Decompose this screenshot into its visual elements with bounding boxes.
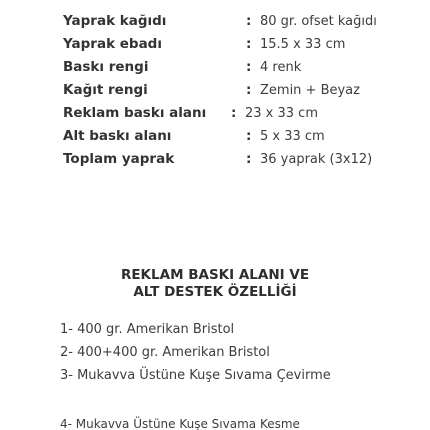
spec-label: Toplam yaprak bbox=[63, 151, 175, 167]
spec-value: 4 renk bbox=[260, 60, 302, 75]
feature-item: 1- 400 gr. Amerikan Bristol bbox=[60, 322, 235, 337]
spec-colon: : bbox=[231, 105, 237, 121]
feature-list bbox=[60, 318, 331, 387]
feature-item: 4- Mukavva Üstüne Kuşe Sıvama Kesme bbox=[60, 417, 300, 430]
spec-value: 36 yaprak (3x12) bbox=[260, 152, 373, 167]
spec-label: Yaprak ebadı bbox=[63, 36, 162, 52]
spec-label: Yaprak kağıdı bbox=[63, 13, 167, 29]
section-title-line1: REKLAM BASKI ALANI VE bbox=[120, 267, 310, 283]
spec-colon: : bbox=[246, 128, 252, 144]
feature-item: 3- Mukavva Üstüne Kuşe Sıvama Çevirme bbox=[60, 368, 331, 383]
spec-colon: : bbox=[246, 82, 252, 98]
spec-value: Zemin + Beyaz bbox=[260, 83, 360, 98]
spec-value: 5 x 33 cm bbox=[260, 129, 325, 144]
spec-colon: : bbox=[246, 13, 252, 29]
spec-colon: : bbox=[246, 151, 252, 167]
section-title-line2: ALT DESTEK ÖZELLİĞİ bbox=[133, 284, 297, 300]
spec-label: Baskı rengi bbox=[63, 59, 149, 75]
feature-item: 2- 400+400 gr. Amerikan Bristol bbox=[60, 345, 270, 360]
spec-colon: : bbox=[246, 59, 252, 75]
spec-value: 15.5 x 33 cm bbox=[260, 37, 346, 52]
cropped-top-text bbox=[0, 0, 430, 7]
spec-value: 80 gr. ofset kağıdı bbox=[260, 14, 377, 29]
spec-colon: : bbox=[246, 36, 252, 52]
spec-label: Kağıt rengi bbox=[63, 82, 148, 98]
spec-label: Reklam baskı alanı bbox=[63, 105, 207, 121]
spec-value: 23 x 33 cm bbox=[245, 106, 318, 121]
spec-label: Alt baskı alanı bbox=[63, 128, 172, 144]
